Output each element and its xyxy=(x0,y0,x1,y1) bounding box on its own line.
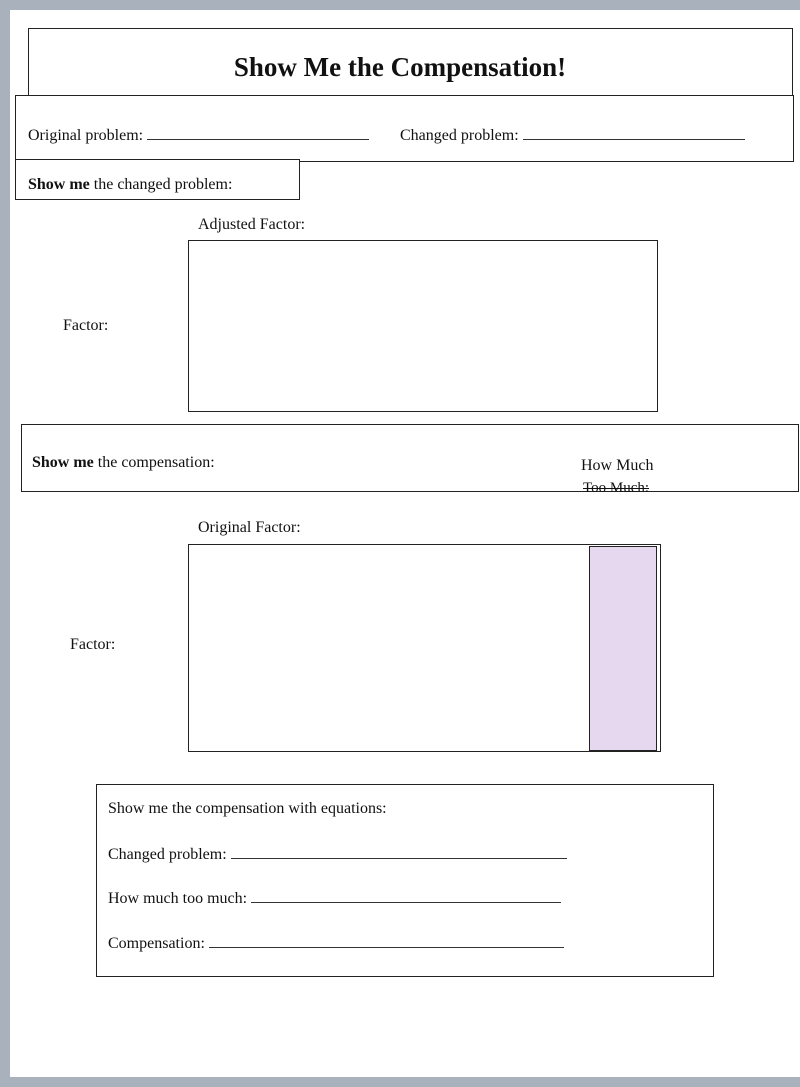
page-title: Show Me the Compensation! xyxy=(233,52,567,82)
changed-problem-heading-rest: the changed problem: xyxy=(89,176,233,193)
original-problem-label: Original problem: xyxy=(28,127,144,144)
changed-factor-side-label: Factor: xyxy=(63,317,109,334)
changed-problem-field[interactable] xyxy=(400,125,745,145)
original-factor-label: Original Factor: xyxy=(198,519,301,536)
original-problem-field[interactable] xyxy=(28,125,369,145)
equation-changed-problem-field[interactable] xyxy=(108,844,567,864)
changed-problem-heading xyxy=(28,176,232,194)
compensation-factor-side-label: Factor: xyxy=(70,636,116,653)
equation-how-much-field[interactable] xyxy=(108,888,561,908)
equation-compensation-field[interactable] xyxy=(108,933,564,953)
equation-changed-problem-blank[interactable] xyxy=(231,844,567,859)
equation-how-much-blank[interactable] xyxy=(251,888,561,903)
compensation-heading-rest: the compensation: xyxy=(93,454,215,471)
equation-how-much-label: How much too much: xyxy=(108,890,248,907)
adjusted-factor-area[interactable] xyxy=(188,240,658,412)
original-problem-blank[interactable] xyxy=(147,125,369,140)
compensation-heading xyxy=(32,454,215,472)
equation-compensation-blank[interactable] xyxy=(209,933,564,948)
equations-heading: Show me the compensation with equations: xyxy=(108,800,387,817)
changed-problem-heading-bold: Show me xyxy=(28,176,90,193)
compensation-heading-bold: Show me xyxy=(32,454,94,471)
too-much-shaded-strip xyxy=(589,546,657,751)
changed-problem-blank[interactable] xyxy=(523,125,745,140)
changed-problem-label: Changed problem: xyxy=(400,127,519,144)
how-much-label-line2: Too Much: xyxy=(583,480,650,496)
equation-changed-problem-label: Changed problem: xyxy=(108,846,227,863)
how-much-label-line1: How Much xyxy=(581,457,654,474)
equation-compensation-label: Compensation: xyxy=(108,935,205,952)
adjusted-factor-label: Adjusted Factor: xyxy=(198,216,306,233)
